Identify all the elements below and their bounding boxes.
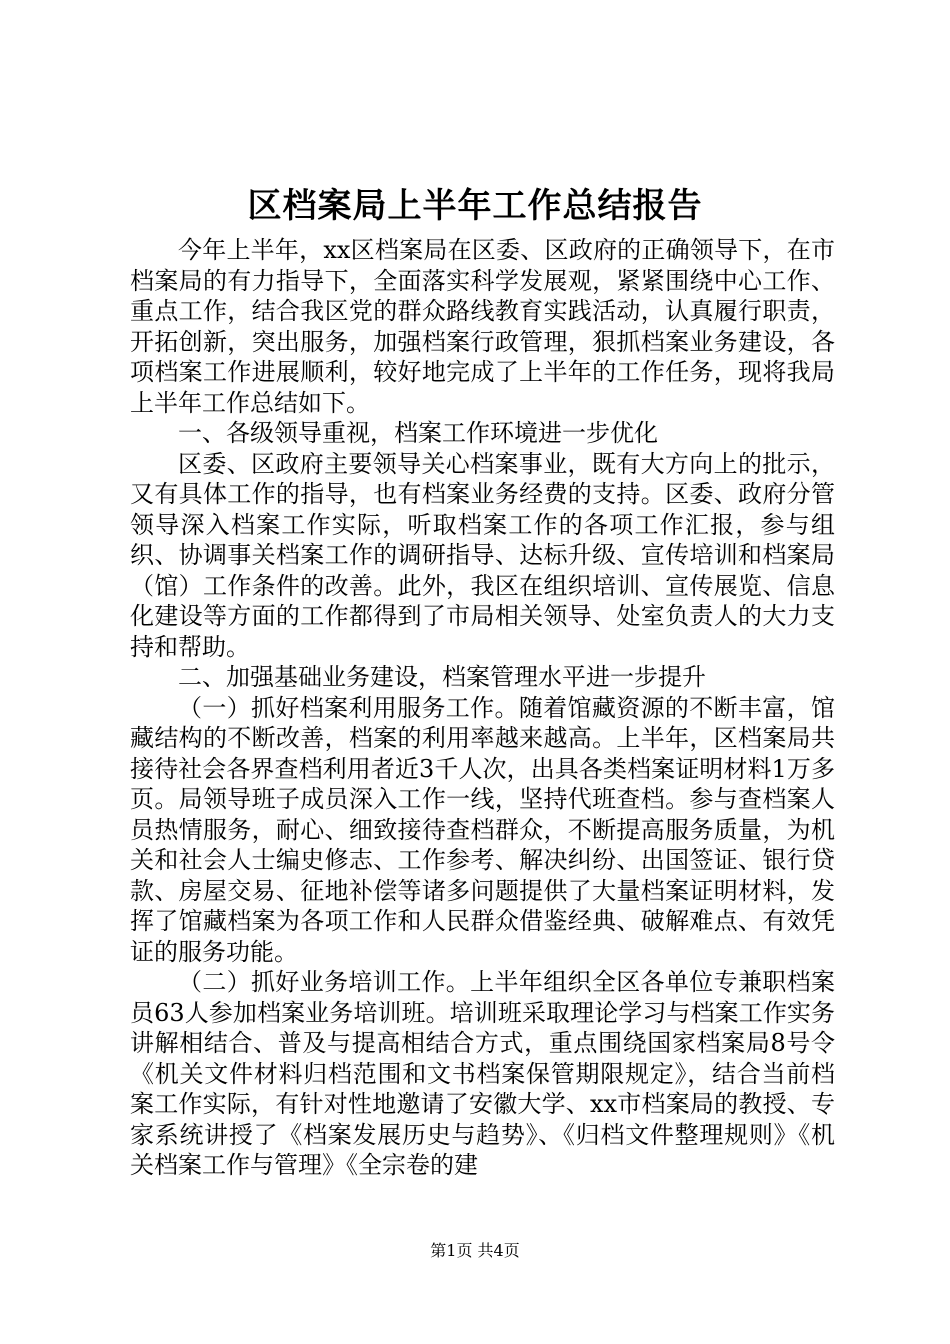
section-heading-2: 二、加强基础业务建设，档案管理水平进一步提升 — [178, 663, 706, 691]
paragraph-subsection-2: （二）抓好业务培训工作。上半年组织全区各单位专兼职档案员63人参加档案业务培训班。培训班采取理论学习与档案工作实务讲解相结合、普及与提高相结合方式，重点围绕国家档案局8号令《机关文件材料归档范围和文书档案保管期限规定》，结合当前档案工作实际，有针对性地邀请了安徽大学、xx市档案局的教授、专家系统讲授了《档案发展历史与趋势》、《归档文件整理规则》《机关档案工作与管理》《全宗卷的建 — [130, 968, 835, 1179]
page-number-footer: 第1页 共4页 — [430, 1241, 520, 1260]
document-body — [130, 235, 835, 1181]
section-heading-1: 一、各级领导重视，档案工作环境进一步优化 — [178, 419, 658, 447]
paragraph-intro: 今年上半年，xx区档案局在区委、区政府的正确领导下，在市档案局的有力指导下，全面落实科学发展观，紧紧围绕中心工作、重点工作，结合我区党的群众路线教育实践活动，认真履行职责，开拓创新，突出服务，加强档案行政管理，狠抓档案业务建设，各项档案工作进展顺利，较好地完成了上半年的工作任务，现将我局上半年工作总结如下。 — [130, 236, 835, 417]
document-title: 区档案局上半年工作总结报告 — [247, 186, 703, 226]
paragraph-subsection-1: （一）抓好档案利用服务工作。随着馆藏资源的不断丰富，馆藏结构的不断改善，档案的利用率越来越高。上半年，区档案局共接待社会各界查档利用者近3千人次，出具各类档案证明材料1万多页。局领导班子成员深入工作一线，坚持代班查档。参与查档案人员热情服务，耐心、细致接待查档群众，不断提高服务质量，为机关和社会人士编史修志、工作参考、解决纠纷、出国签证、银行贷款、房屋交易、征地补偿等诸多问题提供了大量档案证明材料，发挥了馆藏档案为各项工作和人民群众借鉴经典、破解难点、有效凭证的服务功能。 — [130, 693, 835, 966]
paragraph-section-1: 区委、区政府主要领导关心档案事业，既有大方向上的批示，又有具体工作的指导，也有档案业务经费的支持。区委、政府分管领导深入档案工作实际，听取档案工作的各项工作汇报，参与组织、协调事关档案工作的调研指导、达标升级、宣传培训和档案局（馆）工作条件的改善。此外，我区在组织培训、宣传展览、信息化建设等方面的工作都得到了市局相关领导、处室负责人的大力支持和帮助。 — [130, 449, 835, 661]
